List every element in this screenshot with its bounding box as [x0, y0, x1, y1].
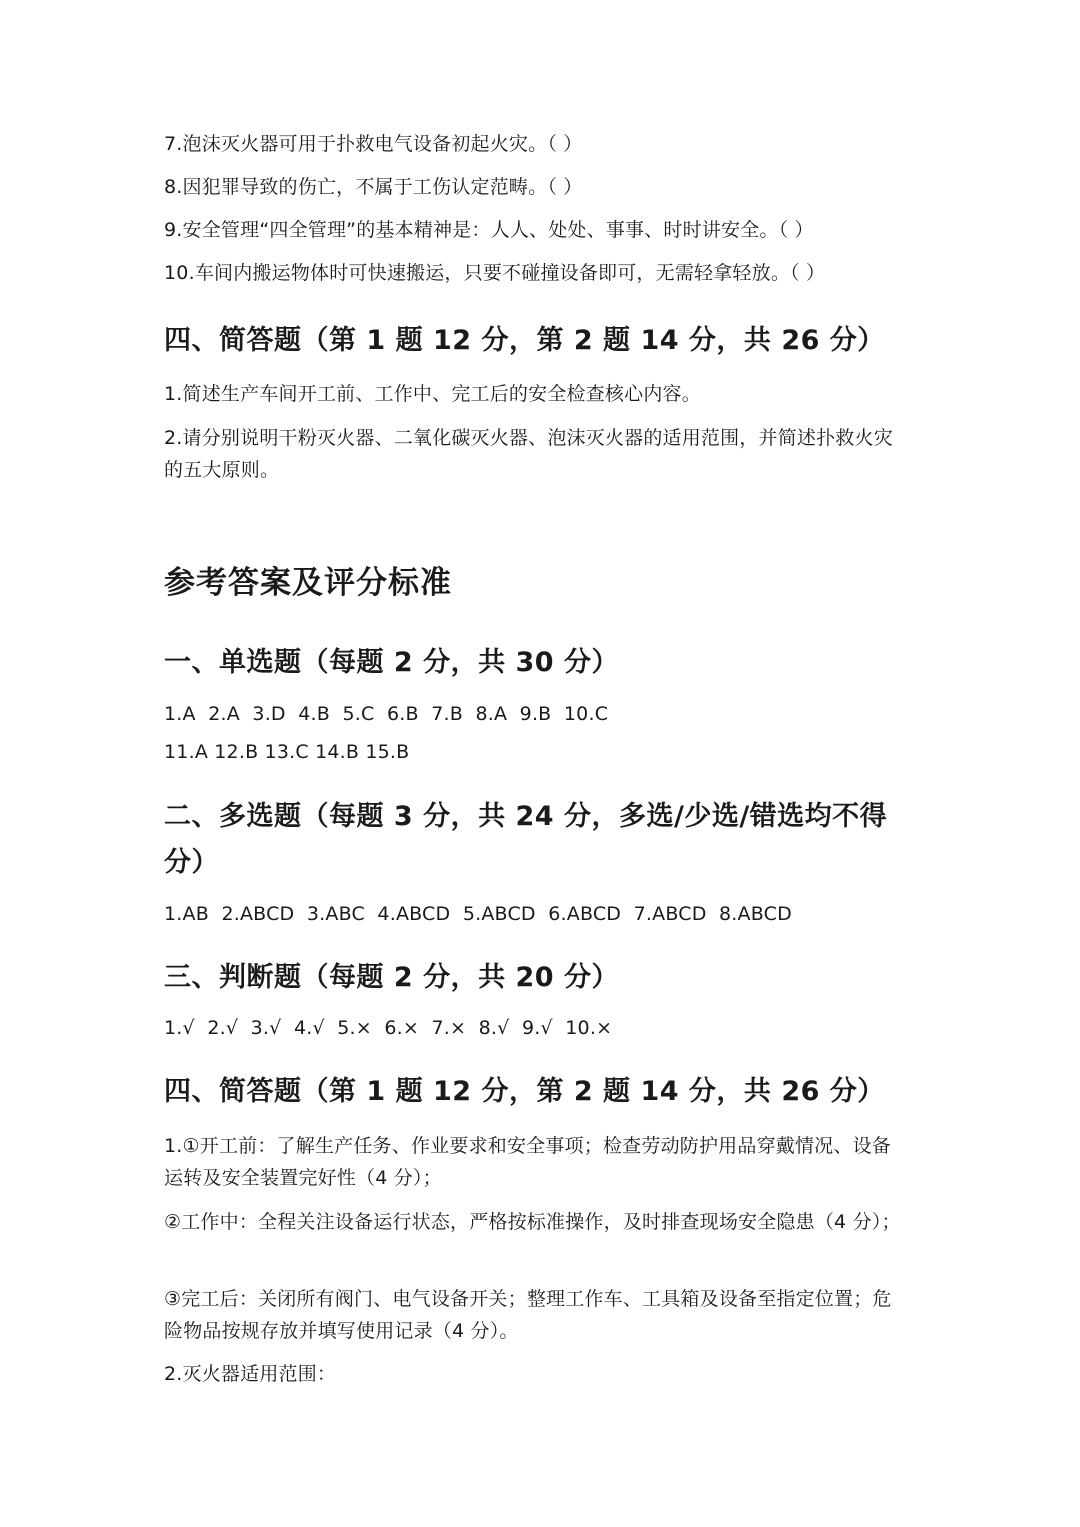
section-4-heading: 四、简答题（第 1 题 12 分，第 2 题 14 分，共 26 分）	[164, 325, 885, 356]
answers-single-choice-line-2: 11.A 12.B 13.C 14.B 15.B	[164, 741, 410, 763]
answers-judgment-heading: 三、判断题（每题 2 分，共 20 分）	[164, 962, 619, 993]
answer-short-2-intro: 2.灭火器适用范围：	[164, 1363, 337, 1385]
answer-short-1-during-work: ②工作中：全程关注设备运行状态，严格按标准操作，及时排查现场安全隐患（4 分）；	[164, 1211, 901, 1233]
answer-short-1-after-work: ③完工后：关闭所有阀门、电气设备开关；整理工作车、工具箱及设备至指定位置；危险物品按规存放并填写使用记录（4 分）。	[164, 1288, 892, 1342]
answers-multi-choice-heading: 二、多选题（每题 3 分，共 24 分，多选/少选/错选均不得分）	[164, 801, 888, 878]
answers-judgment-line: 1.√ 2.√ 3.√ 4.√ 5.× 6.× 7.× 8.√ 9.√ 10.×	[164, 1017, 613, 1039]
judgment-item-8: 8.因犯罪导致的伤亡，不属于工伤认定范畴。（ ）	[164, 176, 583, 198]
judgment-item-10: 10.车间内搬运物体时可快速搬运，只要不碰撞设备即可，无需轻拿轻放。（ ）	[164, 262, 826, 284]
answers-title: 参考答案及评分标准	[164, 565, 452, 601]
answers-single-choice-line-1: 1.A 2.A 3.D 4.B 5.C 6.B 7.B 8.A 9.B 10.C	[164, 703, 609, 725]
answers-multi-choice-line: 1.AB 2.ABCD 3.ABC 4.ABCD 5.ABCD 6.ABCD 7.ABCD 8.ABCD	[164, 903, 792, 925]
answers-short-answer-heading: 四、简答题（第 1 题 12 分，第 2 题 14 分，共 26 分）	[164, 1076, 885, 1107]
judgment-item-9: 9.安全管理“四全管理”的基本精神是：人人、处处、事事、时时讲安全。（ ）	[164, 219, 814, 241]
judgment-item-7: 7.泡沫灭火器可用于扑救电气设备初起火灾。（ ）	[164, 133, 583, 155]
answers-single-choice-heading: 一、单选题（每题 2 分，共 30 分）	[164, 647, 619, 678]
short-answer-question-1: 1.简述生产车间开工前、工作中、完工后的安全检查核心内容。	[164, 383, 701, 405]
short-answer-question-2: 2.请分别说明干粉灭火器、二氧化碳灭火器、泡沫灭火器的适用范围，并简述扑救火灾的五大原则。	[164, 427, 893, 481]
answer-short-1-before-work: 1.①开工前：了解生产任务、作业要求和安全事项；检查劳动防护用品穿戴情况、设备运转及安全装置完好性（4 分）；	[164, 1135, 891, 1189]
